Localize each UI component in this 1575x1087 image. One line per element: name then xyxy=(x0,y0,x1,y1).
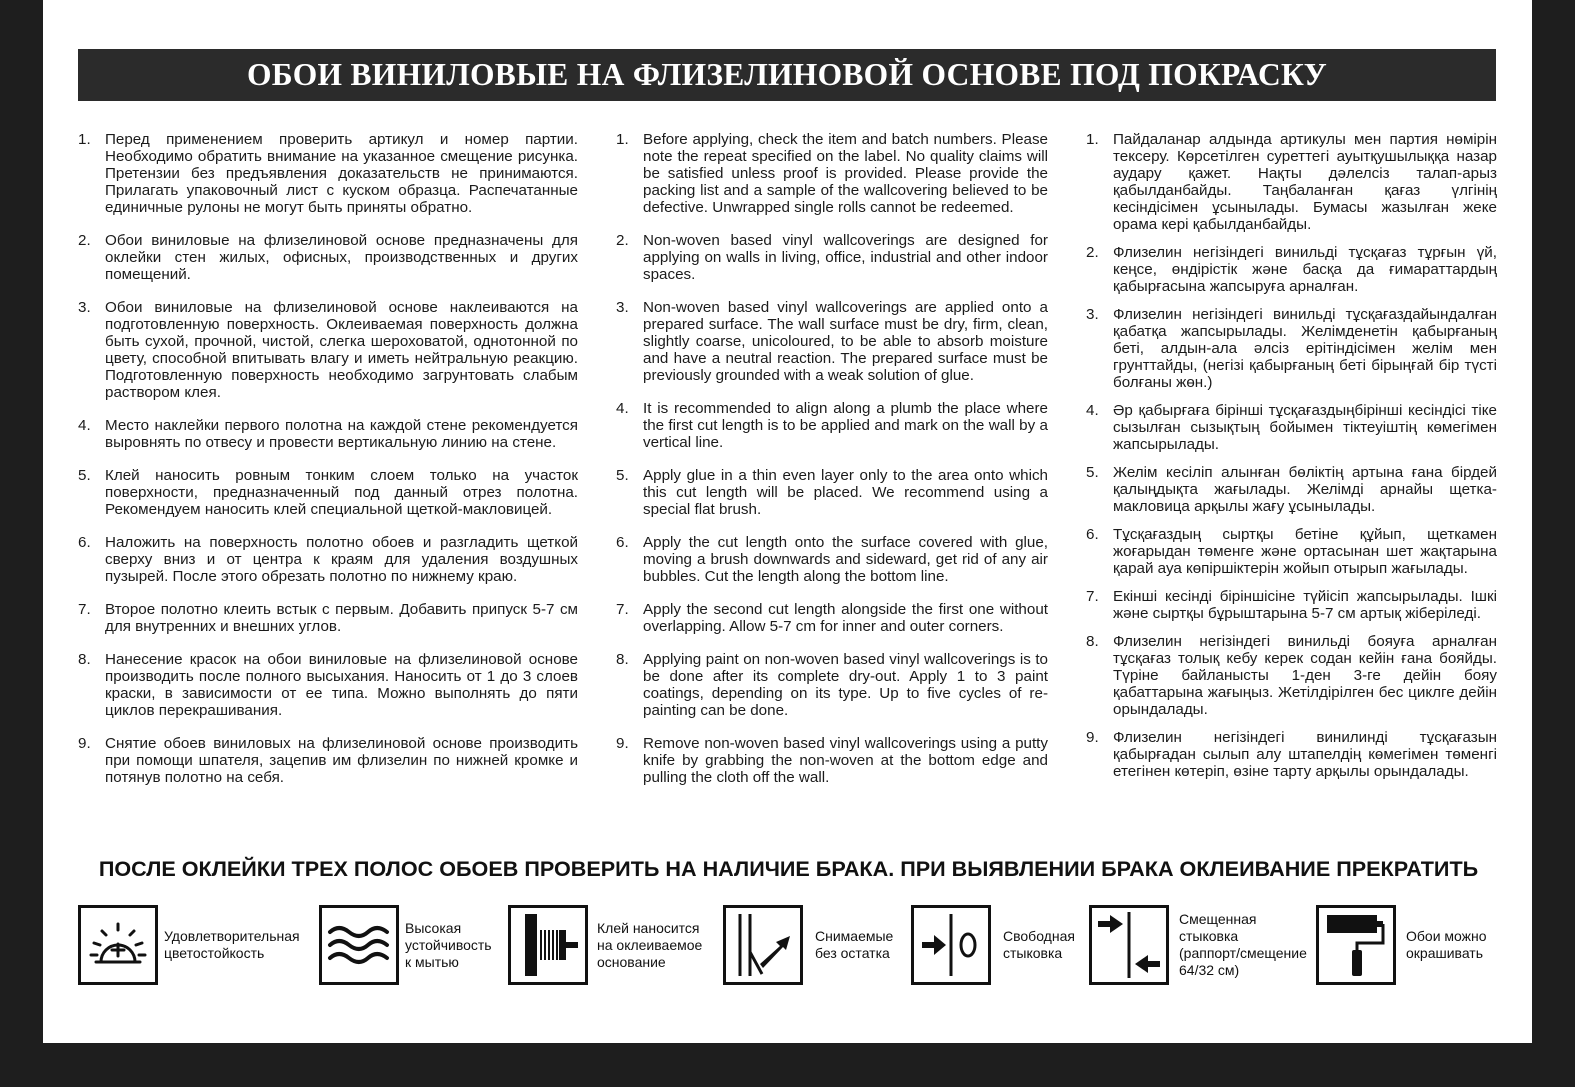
glue-brush-icon xyxy=(508,905,588,985)
list-item: 8. Applying paint on non-woven based vinyl wallcoverings is to be done after its complete dry-out. Apply 1 to 3 paint coatings, depending on its type. Up to five cycles of re-painting can be done. xyxy=(616,651,1048,719)
list-item: 2. Non-woven based vinyl wallcoverings are designed for applying on walls in living, office, industrial and other indoor spaces. xyxy=(616,232,1048,283)
free-match-icon xyxy=(911,905,991,985)
instructions-column-en xyxy=(616,131,1048,802)
instructions-column-ru xyxy=(78,131,578,802)
list-item: 7. Apply the second cut length alongside the first one without overlapping. Allow 5-7 cm for inner and outer corners. xyxy=(616,601,1048,635)
list-item: 6. Apply the cut length onto the surface covered with glue, moving a brush downwards and sideward, get rid of any air bubbles. Cut the length along the bottom line. xyxy=(616,534,1048,585)
symbol-legend xyxy=(43,905,1532,985)
list-item: 8. Нанесение красок на обои виниловые на флизелиновой основе производить после полного высыхания. Наносить от 1 до 3 слоев краски, в зависимости от ее типа. Можно выполнять до пяти циклов перекрашивания. xyxy=(78,651,578,719)
legend-label: Снимаемые без остатка xyxy=(815,928,894,961)
warning-banner: ПОСЛЕ ОКЛЕЙКИ ТРЕХ ПОЛОС ОБОЕВ ПРОВЕРИТЬ НА НАЛИЧИЕ БРАКА. ПРИ ВЫЯВЛЕНИИ БРАКА ОКЛЕИВАНИЕ ПРЕКРАТИТЬ xyxy=(98,856,1479,881)
page-title: ОБОИ ВИНИЛОВЫЕ НА ФЛИЗЕЛИНОВОЙ ОСНОВЕ ПОД ПОКРАСКУ xyxy=(78,49,1496,101)
legend-label: Обои можно окрашивать xyxy=(1406,928,1487,961)
offset-match-icon xyxy=(1089,905,1169,985)
instruction-sheet xyxy=(43,0,1532,1043)
list-item: 4. Әр қабырғаға бірінші тұсқағаздыңбірінші кесіндісі тіке сызылған сызықтың бойымен тіктеуіштің көмегімен жапсырылады. xyxy=(1086,402,1497,453)
list-item: 2. Флизелин негізіндегі винильді тұсқағаз тұрғын үй, кеңсе, өндірістік және басқа да ғимараттардың қабырғасына жапсыруға арналған. xyxy=(1086,244,1497,295)
legend-label: Смещенная стыковка (раппорт/смещение 64/32 см) xyxy=(1179,911,1307,978)
legend-label: Удовлетворительная цветостойкость xyxy=(164,928,300,961)
list-item: 5. Apply glue in a thin even layer only to the area onto which this cut length will be placed. We recommend using a special flat brush. xyxy=(616,467,1048,518)
legend-label: Высокая устойчивость к мытью xyxy=(405,919,492,970)
list-item: 4. Место наклейки первого полотна на каждой стене рекомендуется выровнять по отвесу и провести вертикальную линию на стене. xyxy=(78,417,578,451)
list-item: 3. Non-woven based vinyl wallcoverings are applied onto a prepared surface. The wall surface must be dry, firm, clean, slightly coarse, unicoloured, to be able to absorb moisture and have a neutral reaction. The prepared surface must be previously grounded with a weak solution of glue. xyxy=(616,299,1048,384)
list-item: 5. Клей наносить ровным тонким слоем только на участок поверхности, предназначенный под данный отрез полотна. Рекомендуем наносить клей специальной щеткой-макловицей. xyxy=(78,467,578,518)
list-item: 7. Екінші кесінді біріншісіне түйісіп жапсырылады. Ішкі және сыртқы бұрыштарына 5-7 см артық жіберіледі. xyxy=(1086,588,1497,622)
list-item: 9. Снятие обоев виниловых на флизелиновой основе производить при помощи шпателя, зацепив им флизелин по нижней кромке и потянув полотно на себя. xyxy=(78,735,578,786)
waves-washable-icon xyxy=(319,905,399,985)
list-item: 3. Обои виниловые на флизелиновой основе наклеиваются на подготовленную поверхность. Оклеиваемая поверхность должна быть сухой, прочной, чистой, слегка шероховатой, однотонной по цвету, способной впитывать влагу и иметь нейтральную реакцию. Подготовленную поверхность необходимо загрунтовать слабым раствором клея. xyxy=(78,299,578,401)
paint-roller-icon xyxy=(1316,905,1396,985)
list-item: 7. Второе полотно клеить встык с первым. Добавить припуск 5-7 см для внутренних и внешних углов. xyxy=(78,601,578,635)
list-item: 9. Remove non-woven based vinyl wallcoverings using a putty knife by grabbing the non-woven at the bottom edge and pulling the cloth off the wall. xyxy=(616,735,1048,786)
list-item: 8. Флизелин негізіндегі винильді бояуға арналған тұсқағаз толық кебу керек содан кейін ғана бояйды. Түріне байланысты 1-ден 3-ге дейін бояу қабаттарына жағыңыз. Жетілдірілген бес циклге дейін орындалады. xyxy=(1086,633,1497,718)
list-item: 3. Флизелин негізіндегі винильді тұсқағаздайындалған қабатқа жапсырылады. Желімденетін қабырғаның беті, алдын-ала әлсіз ерітіндісімен желім мен грунттайды, (негізі қабырғаның беті бірыңғай бір түсті болғаны жөн.) xyxy=(1086,306,1497,391)
sun-lightfastness-icon xyxy=(78,905,158,985)
peel-off-icon xyxy=(723,905,803,985)
list-item: 1. Пайдаланар алдында артикулы мен партия нөмірін тексеру. Көрсетілген суреттегі ауытқушылыққа назар аудару қажет. Нақты дәлелсіз талап-арыз қабылданбайды. Таңбаланған қағаз үлгінің кесіндісімен ұсынылады. Бумасы жазылған жеке орама кері қабылданбайды. xyxy=(1086,131,1497,233)
list-item: 6. Наложить на поверхность полотно обоев и разгладить щеткой сверху вниз и от центра к краям для удаления воздушных пузырей. После этого обрезать полотно по нижнему краю. xyxy=(78,534,578,585)
instructions-column-kz xyxy=(1086,131,1497,791)
list-item: 5. Желім кесіліп алынған бөліктің артына ғана бірдей қалыңдықта жағылады. Желімді арнайы щетка-макловица арқылы жағу ұсынылады. xyxy=(1086,464,1497,515)
list-item: 9. Флизелин негізіндегі винилинді тұсқағазын қабырғадан сылып алу штапелдің көмегімен төменгі етегінен көтеріп, өзіне тарту арқылы орындалады. xyxy=(1086,729,1497,780)
legend-label: Клей наносится на оклеиваемое основание xyxy=(597,919,703,970)
list-item: 1. Before applying, check the item and batch numbers. Please note the repeat specified on the label. No quality claims will be satisfied unless proof is provided. Please provide the packing list and a sample of the wallcovering believed to be defective. Unwrapped single rolls cannot be redeemed. xyxy=(616,131,1048,216)
list-item: 6. Тұсқағаздың сыртқы бетіне құйып, щеткамен жоғарыдан төменге және ортасынан шет жақтарына қарай ауа көпіршіктерін жойып отырып жағылады. xyxy=(1086,526,1497,577)
list-item: 4. It is recommended to align along a plumb the place where the first cut length is to be applied and mark on the wall by a vertical line. xyxy=(616,400,1048,451)
list-item: 1. Перед применением проверить артикул и номер партии. Необходимо обратить внимание на указанное смещение рисунка. Претензии без предъявления доказательств не принимаются. Прилагать упаковочный лист с куском образца. Распечатанные единичные рулоны не могут быть приняты обратно. xyxy=(78,131,578,216)
legend-label: Свободная стыковка xyxy=(1003,928,1075,961)
list-item: 2. Обои виниловые на флизелиновой основе предназначены для оклейки стен жилых, офисных, производственных и других помещений. xyxy=(78,232,578,283)
